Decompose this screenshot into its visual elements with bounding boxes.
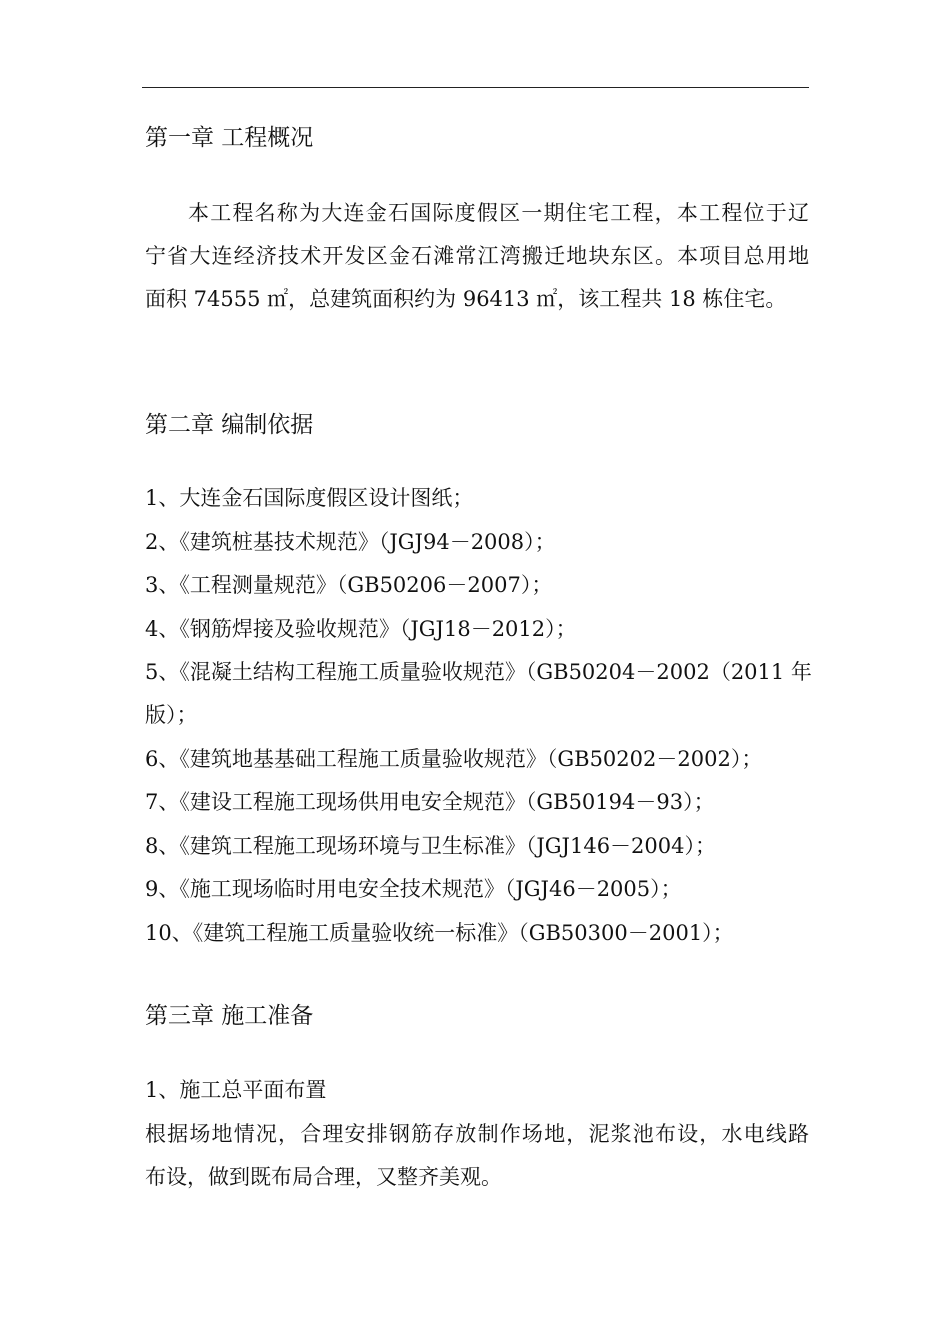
chapter-1-para-line-2: 宁省大连经济技术开发区金石滩常江湾搬迁地块东区。本项目总用地 <box>145 244 809 268</box>
reference-item-4: 4、《钢筋焊接及验收规范》（JGJ18－2012）； <box>145 617 577 641</box>
chapter-2-title: 第二章 编制依据 <box>145 412 314 438</box>
chapter-1-para-line-3: 面积 74555 ㎡，总建筑面积约为 96413 ㎡，该工程共 18 栋住宅。 <box>145 287 787 311</box>
section-1-para-line-2: 布设，做到既布局合理，又整齐美观。 <box>145 1165 502 1189</box>
reference-item-6: 6、《建筑地基基础工程施工质量验收规范》（GB50202－2002）； <box>145 747 763 771</box>
chapter-3-title: 第三章 施工准备 <box>145 1003 314 1029</box>
reference-item-9: 9、《施工现场临时用电安全技术规范》（JGJ46－2005）； <box>145 877 682 901</box>
chapter-1-title: 第一章 工程概况 <box>145 125 314 151</box>
chapter-1-para-line-1: 本工程名称为大连金石国际度假区一期住宅工程，本工程位于辽 <box>188 201 809 225</box>
reference-item-8: 8、《建筑工程施工现场环境与卫生标准》（JGJ146－2004）； <box>145 834 716 858</box>
reference-item-1: 1、大连金石国际度假区设计图纸； <box>145 486 474 510</box>
header-rule <box>142 87 809 88</box>
reference-item-2: 2、《建筑桩基技术规范》（JGJ94－2008）； <box>145 530 556 554</box>
section-1-para-line-1: 根据场地情况，合理安排钢筋存放制作场地，泥浆池布设，水电线路 <box>145 1122 809 1146</box>
reference-item-5: 5、《混凝土结构工程施工质量验收规范》（GB50204－2002（2011 年 <box>145 660 812 684</box>
reference-item-5-continued: 版）； <box>145 703 198 727</box>
reference-item-3: 3、《工程测量规范》（GB50206－2007）； <box>145 573 553 597</box>
reference-item-10: 10、《建筑工程施工质量验收统一标准》（GB50300－2001）； <box>145 921 734 945</box>
reference-item-7: 7、《建设工程施工现场供用电安全规范》（GB50194－93）； <box>145 790 715 814</box>
section-1-title: 1、施工总平面布置 <box>145 1078 327 1102</box>
